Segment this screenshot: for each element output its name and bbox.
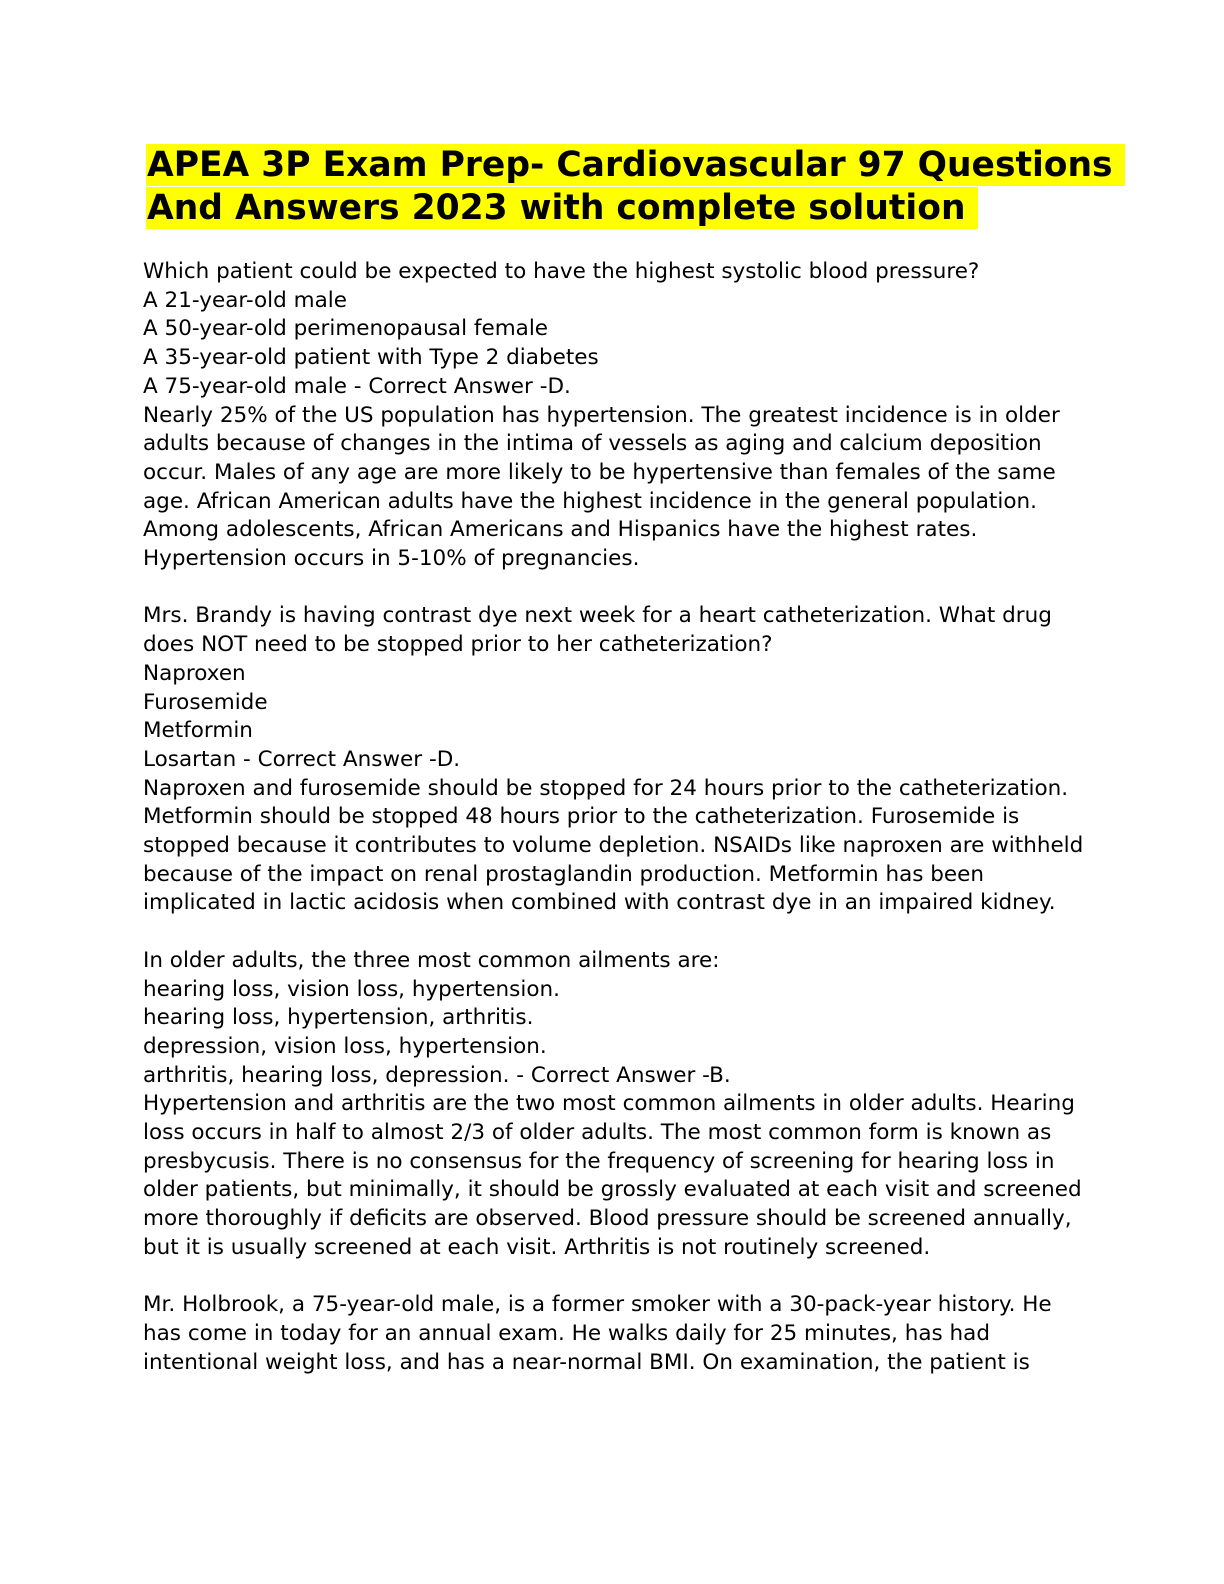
text-line: age. African American adults have the highest incidence in the general population. — [143, 488, 1037, 514]
text-line: Naproxen — [143, 660, 246, 686]
question-block — [143, 1291, 1143, 1377]
text-line: A 35-year-old patient with Type 2 diabetes — [143, 345, 599, 371]
text-line: Which patient could be expected to have the highest systolic blood pressure? — [143, 259, 980, 284]
question-block — [143, 947, 1143, 1263]
text-line: Mrs. Brandy is having contrast dye next week for a heart catheterization. What drug — [143, 603, 1052, 629]
text-line: more thoroughly if deficits are observed. Blood pressure should be screened annually, — [143, 1206, 1072, 1232]
text-line: has come in today for an annual exam. He walks daily for 25 minutes, has had — [143, 1320, 990, 1346]
title-highlight: APEA 3P Exam Prep- Cardiovascular 97 Questions — [146, 144, 1125, 186]
text-line: hearing loss, vision loss, hypertension. — [143, 976, 560, 1002]
text-line: Mr. Holbrook, a 75-year-old male, is a former smoker with a 30-pack-year history. He — [143, 1292, 1052, 1318]
document-title — [146, 144, 1113, 230]
document-body — [143, 258, 1143, 1406]
text-line: implicated in lactic acidosis when combined with contrast dye in an impaired kidney. — [143, 890, 1056, 916]
text-line: because of the impact on renal prostaglandin production. Metformin has been — [143, 861, 985, 887]
question-block — [143, 258, 1143, 574]
text-line: Losartan - Correct Answer -D. — [143, 746, 461, 772]
text-line: older patients, but minimally, it should be grossly evaluated at each visit and screened — [143, 1177, 1082, 1203]
text-line: A 75-year-old male - Correct Answer -D. — [143, 373, 571, 399]
text-line: hearing loss, hypertension, arthritis. — [143, 1005, 534, 1031]
text-line: Hypertension and arthritis are the two most common ailments in older adults. Hearing — [143, 1091, 1075, 1117]
text-line: arthritis, hearing loss, depression. - Correct Answer -B. — [143, 1062, 731, 1088]
text-line: Furosemide — [143, 689, 268, 715]
text-line: Nearly 25% of the US population has hypertension. The greatest incidence is in older — [143, 402, 1060, 428]
text-line: A 50-year-old perimenopausal female — [143, 316, 549, 342]
text-line: depression, vision loss, hypertension. — [143, 1033, 547, 1059]
text-line: adults because of changes in the intima of vessels as aging and calcium deposition — [143, 431, 1042, 457]
text-line: occur. Males of any age are more likely to be hypertensive than females of the same — [143, 459, 1056, 485]
text-line: stopped because it contributes to volume depletion. NSAIDs like naproxen are withheld — [143, 833, 1084, 859]
text-line: but it is usually screened at each visit. Arthritis is not routinely screened. — [143, 1234, 931, 1260]
text-line: presbycusis. There is no consensus for the frequency of screening for hearing loss in — [143, 1148, 1055, 1174]
text-line: does NOT need to be stopped prior to her catheterization? — [143, 632, 773, 658]
question-block — [143, 602, 1143, 918]
title-highlight: And Answers 2023 with complete solution — [146, 187, 978, 229]
text-line: A 21-year-old male — [143, 287, 347, 313]
text-line: loss occurs in half to almost 2/3 of older adults. The most common form is known as — [143, 1120, 1052, 1146]
text-line: intentional weight loss, and has a near-normal BMI. On examination, the patient is — [143, 1349, 1030, 1375]
text-line: In older adults, the three most common ailments are: — [143, 947, 720, 973]
text-line: Hypertension occurs in 5-10% of pregnancies. — [143, 546, 640, 572]
title-line-2 — [146, 187, 1066, 230]
text-line: Among adolescents, African Americans and Hispanics have the highest rates. — [143, 517, 978, 543]
text-line: Metformin — [143, 718, 253, 744]
text-line: Metformin should be stopped 48 hours prior to the catheterization. Furosemide is — [143, 804, 1020, 830]
title-line-1 — [146, 144, 1113, 187]
text-line: Naproxen and furosemide should be stopped for 24 hours prior to the catheterization. — [143, 775, 1069, 801]
